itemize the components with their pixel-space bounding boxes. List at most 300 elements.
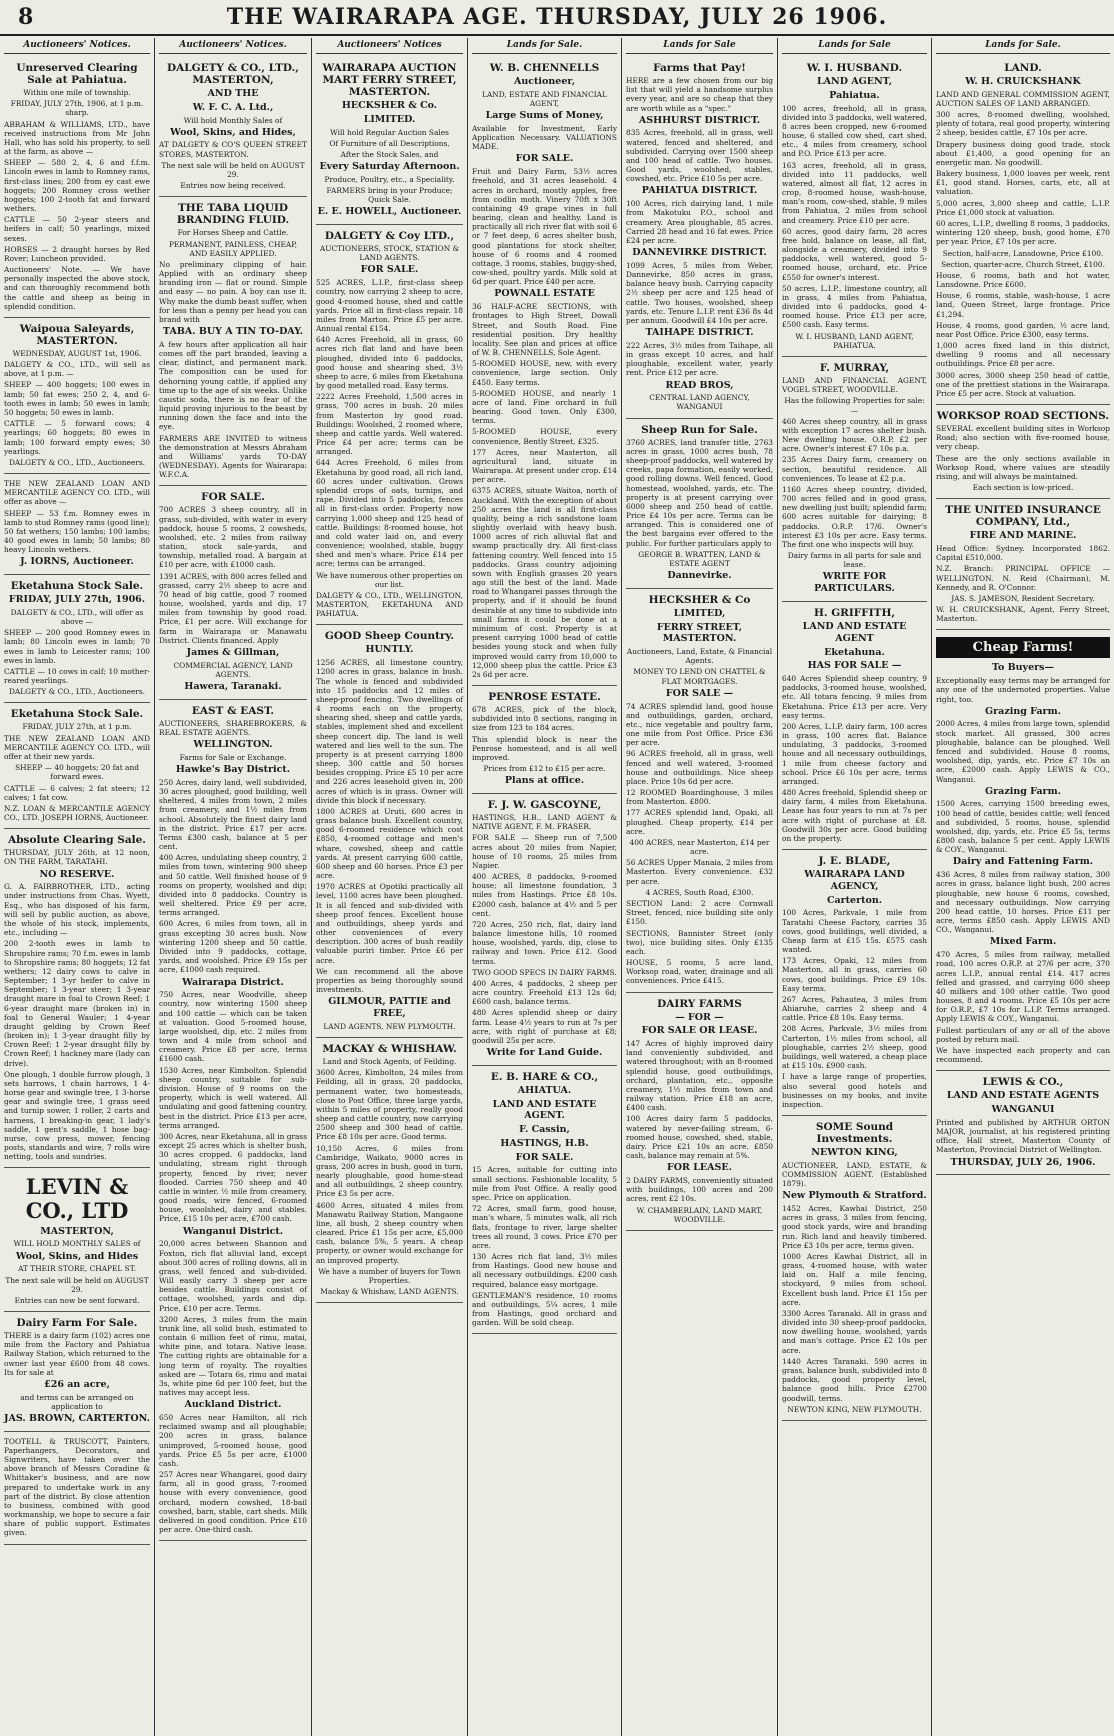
ad-text: 1800 ACRES at Uruti, 600 acres in grass balance bush. Excellent country, good 6-roomed residence which cost £850, 4-roomed cottage and men's whare, cowshed, sheep and cattle yards. At present carrying 600 cattle, 600 sheep and 60 horses. Price £3 per acre. (316, 806, 463, 881)
ad-text: LAND AND ESTATE AGENT (802, 620, 907, 644)
ad-title: W. B. CHENNELLS (489, 62, 600, 74)
ad-text: Dairy and Fattening Farm. (952, 856, 1094, 868)
ad-text: Hawera, Taranaki. (184, 681, 282, 693)
ad-text: Wool, Skins, and Hides, (170, 126, 296, 138)
ad-text: AUCTIONEERS, STOCK, STATION & LAND AGENTS. (319, 244, 460, 263)
ad-text: DALGETY & CO., LTD., will offer as above — (10, 607, 144, 627)
ad-text: NO RESERVE. (39, 868, 115, 880)
column-heading: Lands for Sale (782, 38, 927, 54)
ad-text: TOOTELL & TRUSCOTT, Painters, Paperhangers, Decorators, and Signwriters, have taken over the above branch of Messrs Coradine & Whittaker's business, and are now prepared to undertake work in any part of the district. By close attention to business, combined with good workmanship, we hope to secure a fair share of public support. Estimates given. (4, 1436, 150, 1538)
ad-text: W. F. C. A. Ltd., (192, 101, 274, 113)
ad-text: Produce, Poultry, etc., a Speciality. (324, 174, 455, 184)
ad-text: Write for Land Guide. (486, 1047, 603, 1059)
ad-text: 1,000 acres fixed land in this district, dwelling 9 rooms and all necessary outbuildings. Price £8 per acre. (936, 341, 1110, 369)
ad-text: Of Furniture of all Descriptions, (329, 138, 450, 148)
ad-text: HASTINGS, H.B., LAND AGENT & NATIVE AGENT, F. M. FRASER. (472, 813, 617, 832)
ad-text: 15 Acres, suitable for cutting into small sections. Fashionable locality, 5 mile from Post Office. A really good spec. Price on application. (472, 1165, 617, 1202)
ad-text: Exceptionally easy terms may be arranged for any one of the undernoted properties. Value right, too. (936, 676, 1110, 704)
ad-title: WORKSOP ROAD SECTIONS. (936, 410, 1110, 423)
ad-text: Drapery business doing good trade, stock about £1,400, a good opening for an energetic man. No goodwill. (936, 139, 1110, 167)
advertisement (4, 1168, 150, 1312)
advertisement (4, 1312, 150, 1432)
ad-text: SHEEP — 40 hoggets; 20 fat and forward ewes. (15, 763, 139, 782)
column-2 (155, 38, 312, 1736)
ad-text: Auctioneers, Land, Estate, & Financial Agents. (626, 647, 773, 666)
ad-text: 1970 ACRES at Opotiki practically all level, 1100 acres have been ploughed. It is all fenced and sub-divided with sheep proof fences. Excellent house and outbuildings, sheep yards and other conveniences of every description. 300 acres of bush readily valuable puriri timber. Price £6 per acre. (316, 882, 463, 965)
ad-text: 640 Acres Splendid sheep country, 9 paddocks, 3-roomed house, woolshed, etc. All totara fencing. 9 miles from Eketahuna. Price £13 per acre. Very easy terms. (782, 674, 927, 720)
ad-text: These are the only sections available in Worksop Road, where values are steadily rising, and will always be maintained. (936, 453, 1110, 481)
ad-text: 1099 Acres, 5 miles from Weber, Dannevirke, 850 acres in grass, balance heavy bush. Carrying capacity 2½ sheep per acre and 125 head of cattle. Two houses, woolshed, sheep yards, etc. Tenure L.I.P. rent £36 8s 4d per annum. Goodwill £4 10s per acre. (626, 260, 773, 325)
ad-text: 50 acres, L.I.P., limestone country, all in grass, 4 miles from Pahiatua, divided into 6 paddocks, good 4-roomed house. Price £13 per acre, £500 cash. Easy terms. (782, 283, 927, 330)
ad-text: Entries can now be sent forward. (14, 1295, 140, 1305)
ad-text: 3760 ACRES, land transfer title, 2763 acres in grass, 1000 acres bush, 78 sheep-proof paddocks, well watered by creeks, papa formation, easily worked, good rolling downs. Well fenced. Good homestead, woolshed, yards, etc. The property is at present carrying over 6000 sheep and 250 head of cattle. Price £4 10s per acre. Terms can be arranged. This is considered one of the best bargains ever offered to the public. For further particulars apply to (626, 437, 773, 548)
ad-text: Section, half-acre, Lansdowne, Price £100. (942, 248, 1104, 258)
ad-text: 4600 Acres, situated 4 miles from Manawatu Railway Station, Mangaone line, all bush, 2 sheep country when cleared. Price £1 15s per acre, £5,000 cash, balance 5%, 5 years. A cheap property, or owner would exchange for an improved property. (316, 1200, 463, 1265)
ad-text: GEORGE B. WRATTEN, LAND & ESTATE AGENT (638, 549, 761, 568)
ad-text: 835 Acres, freehold, all in grass, well watered, fenced and sheltered, and subdivided. Carrying over 1500 sheep and 100 head of cattle. Two houses. Good yards, woolshed, stables, cowshed, etc. Price £10 5s per acre. (626, 128, 773, 184)
ad-text: LAND AND FINANCIAL AGENT, VOGEL STREET, WOODVILLE. (782, 376, 927, 395)
ad-text: For Horses Sheep and Cattle. (177, 228, 289, 238)
ad-text: 2000 Acres, 4 miles from large town, splendid stock market. All grassed, 300 acres ploughable, balance can be ploughed. Well fenced and subdivided. House 8 rooms, woolshed, dip, yards, etc. Price £7 10s an acre, £2000 cash. Apply LEWIS & CO., Wanganui. (936, 719, 1110, 784)
advertisement (4, 703, 150, 829)
ad-text: Has the following Properties for sale:— (784, 396, 925, 415)
advertisement (316, 57, 463, 225)
ad-text: 650 Acres near Hamilton, all rich reclaimed swamp and all ploughable; 200 acres in grass, balance unimproved, 5-roomed house, good yards. Price £5 5s per acre, £1000 cash. (159, 1413, 307, 1468)
ad-title: Sheep Run for Sale. (641, 423, 758, 436)
ad-title: EAST & EAST. (191, 704, 275, 717)
ad-text: WRITE FOR PARTICULARS. (814, 571, 895, 595)
advertisement (4, 318, 150, 474)
advertisement (936, 57, 1110, 405)
ad-text: 222 Acres, 3½ miles from Taihape, all in grass except 10 acres, and half ploughable, excellent water, yearly rent. Price £12 per acre. (626, 340, 773, 378)
ad-text: Farms for Sale or Exchange. (179, 752, 287, 762)
ad-title: H. GRIFFITH, (813, 606, 896, 619)
ad-text: 470 Acres, 5 miles from railway, metalled road, 100 acres O.R.P. at 27/6 per acre, 370 acres L.I.P., annual rental £14. 417 acres felled and grassed, and carrying 600 sheep 40 milkers and 100 other cattle. Two good houses, 8 and 4 rooms. Price £5 10s per acre for O.R.P., £7 10s for L.I.P. Terms arranged. Apply LEWIS & COY., Wanganui. (936, 950, 1110, 1024)
advertisement (782, 850, 927, 1116)
ad-text: 72 Acres, small farm, good house, man's whare, 5 minutes walk, all rich flats, frontage to river, large shelter trees all round, 3 cows. Price £70 per acre. (472, 1204, 617, 1250)
ad-text: SHEEP — 400 hoggets; 100 ewes in lamb; 50 fat ewes; 250 2, 4, and 6-tooth ewes in lamb; 50 ewes in lamb; 50 hoggets; 50 ewes in lamb. (4, 380, 150, 417)
ad-text: 3300 Acres Taranaki. All in grass and divided into 30 sheep-proof paddocks, now dwelling house, woolshed, yards and man's cottage. Price £2 10s per acre. (782, 1308, 927, 1355)
ad-text: J. IORNS, Auctioneer. (20, 556, 134, 568)
advertisement (159, 57, 307, 197)
ad-title: SOME Sound Investments. (815, 1121, 894, 1146)
ad-text: Pahiatua. (829, 89, 880, 101)
column-heading: Auctioneers' Notices (316, 38, 463, 54)
ad-text: PERMANENT, PAINLESS, CHEAP, AND EASILY APPLIED. (168, 239, 298, 258)
ad-text: Carterton. (826, 894, 883, 906)
ad-text: 5-ROOMED HOUSE, new, with every convenience, large section. Only £450. Easy terms. (472, 359, 617, 387)
ad-text: Available for Investment, Early Application Necessary. VALUATIONS MADE. (472, 123, 617, 152)
ad-text: Land and Stock Agents, of Feilding. (322, 1057, 457, 1067)
ad-text: 173 Acres, Opaki, 12 miles from Masterton, all in grass, carries 60 cows, good buildings. Price £9 10s. Easy terms. (782, 956, 927, 993)
ad-text: Hawke's Bay District. (175, 764, 291, 776)
ad-text: Section, quarter-acre, Church Street, £100. (941, 259, 1105, 269)
ad-text: TWO GOOD SPECS IN DAIRY FARMS. (472, 967, 617, 977)
advertisement (472, 1066, 617, 1335)
ad-text: 3000 acres, 3000 sheep 250 head of cattle, one of the prettiest stations in the Wairarapa. Price £5 per acre. Stock at valuation. (936, 370, 1110, 398)
advertisement (472, 57, 617, 686)
ad-text: The next sale will be held on AUGUST 29. (161, 160, 305, 179)
ad-text: Fullest particulars of any or all of the above posted by return mail. (936, 1025, 1110, 1044)
ad-text: GILMOUR, PATTIE and FREE, (328, 996, 451, 1020)
ad-title: Eketahuna Stock Sale. (10, 708, 144, 721)
ad-text: W. H. CRUICKSHANK, Agent, Ferry Street, Masterton. (936, 605, 1110, 624)
ad-text: 100 Acres, Parkvale, 1 mile from Taratahi Cheese Factory, carries 35 cows, good buildings, well divided, a Cheap farm at £15 15s. £575 cash wanted. (782, 908, 927, 955)
ad-text: Wool, Skins, and Hides (15, 1250, 139, 1262)
ad-text: This splendid block is near the Penrose homestead, and is all well improved. (472, 734, 617, 762)
advertisement (4, 1432, 150, 1545)
ad-text: HERE are a few chosen from our big list that will yield a handsome surplus every year, and are so cheap that they are worth while as a "spec." (626, 76, 773, 113)
ad-text: New Plymouth & Stratford. (782, 1190, 927, 1202)
ad-text: PAHIATUA DISTRICT. (641, 185, 758, 197)
ad-text: W. CHAMBERLAIN, LAND MART, WOODVILLE. (636, 1205, 763, 1224)
ad-text: N.Z. LOAN & MERCANTILE AGENCY CO., LTD. JOSEPH IORNS, Auctioneer. (4, 803, 150, 823)
ad-text: One plough, 1 double furrow plough, 3 sets harrows, 1 chain harrows, 1 4-horse gear and swingle tree, 1 3-horse gear and swingle tree, 1 grass seed and turnip sower, 1 roller, 2 carts and harness, 1 breaking-in gear, 1 lady's saddle, 1 gent's saddle, 1 hose bag-nurse, cow press, mower, fencing posts, standards and wire, 7 rolls wire netting, tools and sundries. (4, 1069, 150, 1162)
ad-text: 1000 Acres Kawhai District, all in grass, 4-roomed house, with water laid on. Half a mile fencing, stockyard, 9 miles from school. Excellent bush land. Price £1 15s per acre. (782, 1251, 927, 1307)
ad-text: 208 Acres, Parkvale, 3½ miles from Carterton, 1½ miles from school, all ploughable, carries 2½ sheep, good buildings, well watered, a cheap place at £15 10s. £900 cash. (782, 1024, 927, 1071)
ad-text: We have a number of buyers for Town Properties. (318, 1266, 461, 1285)
newspaper-title: THE WAIRARAPA AGE. THURSDAY, JULY 26 1906. (226, 4, 888, 30)
ad-text: HUNTLY. (365, 644, 414, 656)
ad-text: 74 ACRES splendid land, good house and outbuildings, garden, orchard, etc., nice vegetable and poultry farm, one mile from Post Office. Price £36 per acre. (626, 701, 773, 748)
ad-text: 480 Acres splendid sheep or dairy farm. Lease 4½ years to run at 7s per acre, with right of purchase at £8; goodwill 25s per acre. (472, 1008, 617, 1045)
ad-text: F. Cassin, (519, 1124, 570, 1136)
ad-text: THE NEW ZEALAND LOAN AND MERCANTILE AGENCY CO. LTD., will offer at their new yards. (4, 733, 150, 761)
ad-text: Dannevirke. (667, 570, 732, 582)
ad-text: CATTLE — 10 cows in calf; 10 mother-reared yearlings. (4, 666, 150, 686)
ad-text: LIMITED. (363, 113, 416, 125)
ad-text: MONEY TO LEND ON CHATTEL & FLAT MORTGAGES. (633, 667, 766, 686)
ad-text: LAND, ESTATE AND FINANCIAL AGENT, (482, 89, 607, 108)
advertisement (4, 575, 150, 703)
ad-text: W. H. CRUICKSHANK (965, 76, 1081, 87)
ad-text: FOR LEASE. (667, 1162, 732, 1174)
masthead (0, 0, 1114, 36)
ad-text: FARMERS ARE INVITED to witness the demonstration at Messrs Abraham and Williams' yards TO-DAY (WEDNESDAY). Agents for Wairarapa: W.F.C.A. (159, 433, 307, 480)
ad-text: FOR SALE OR LEASE. (641, 1025, 758, 1037)
ad-text: DALGETY & CO., LTD., Auctioneers. (8, 457, 146, 467)
ad-text: FERRY STREET, MASTERTON. (656, 621, 743, 645)
ad-text: 525 ACRES, L.I.P., first-class sheep country, now carrying 2 sheep to acre, good 4-roomed house, shed and cattle yards. Price all in first-class repair. 18 miles from Marton. Price £5 per acre. Annual rental £154. (316, 278, 463, 334)
ad-title: FOR SALE. (201, 491, 265, 504)
ad-text: 750 Acres, near Woodville, sheep country, now wintering 1500 sheep and 100 cattle — which can be taken at valuation. Good 5-roomed house, large woolshed, dip, etc. 2 miles from town and 4 mile from school and creamery. Price £8 per acre, terms £1600 cash. (159, 990, 307, 1064)
ad-text: 10,150 Acres, 6 miles from Cambridge, Waikato, 9000 acres in grass, 200 acres in bush, good in turn, nearly ploughable, good home-stead and all outbuildings, 2 sheep country. Price £3 5s per acre. (316, 1143, 463, 1199)
ad-text: Head Office: Sydney. Incorporated 1862. Capital £510,000. (936, 544, 1110, 563)
ad-text: The next sale will be held on AUGUST 29. (5, 1275, 149, 1294)
ad-title: DAIRY FARMS (657, 997, 742, 1010)
ad-text: WANGANUI (991, 1104, 1055, 1116)
ad-text: NEWTON KING, NEW PLYMOUTH. (787, 1404, 922, 1414)
ad-text: FIRE AND MARINE. (969, 530, 1077, 542)
ad-text: NEWTON KING, (811, 1147, 898, 1159)
advertisement (936, 630, 1110, 1071)
ad-text: CATTLE — 6 calves; 2 fat steers; 12 calves; 1 fat cow. (4, 783, 150, 802)
ad-text: 644 Acres Freehold, 6 miles from Eketahuna by good road, all rich land, 60 acres under cultivation. Grows splendid crops of oats, turnips, and rape. Divided into 5 paddocks, fences all in first-class order. Property now carrying 1,000 sheep and 125 head of cattle. Buildings: 8-roomed house, hot and cold water laid on, and every convenience; woolshed, stable, buggy shed and men's whare. Price £14 per acre; terms can be arranged. (316, 458, 463, 569)
ad-text: W. I. HUSBAND, LAND AGENT, PAHIATUA. (795, 331, 914, 350)
ad-text: WILL HOLD MONTHLY SALES of (13, 1239, 141, 1249)
ad-text: We have inspected each property and can recommend. (936, 1045, 1110, 1065)
ad-text: POWNALL ESTATE (494, 288, 595, 300)
ad-title: DALGETY & Coy LTD., (324, 230, 455, 243)
ad-title: W. I. HUSBAND. (806, 62, 903, 74)
ad-text: 1452 Acres, Kawhai District, 250 acres in grass, 3 miles from fencing, good stock yards, wire and branding run. Rich land and heavily timbered. Price £3 10s per acre, terms given. (782, 1204, 927, 1250)
advertisement (626, 589, 773, 993)
ad-text: 12 ROOMED Boardinghouse, 3 miles from Masterton. £800. (626, 788, 773, 807)
ad-title: Unreserved Clearing Sale at Pahiatua. (16, 62, 138, 86)
ad-text: WELLINGTON. (193, 739, 273, 751)
advertisement (936, 1071, 1110, 1175)
ad-text: 100 Acres dairy farm 5 paddocks, watered by never-failing stream, 6-roomed house, cowshed, shed, stable, dairy. Price £21 10s an acre. £850 cash, balance may remain at 5%. (626, 1114, 773, 1161)
ad-text: We have numerous other properties on our list. (316, 570, 463, 589)
ad-text: E. E. HOWELL, Auctioneer. (317, 206, 462, 218)
ad-text: Large Sums of Money, (485, 110, 604, 122)
ad-text: 96 ACRES freehold, all in grass, well fenced and well watered, 3-roomed house and outbuildings. Nice sheep place. Price 10s 6d per acre. (626, 749, 773, 786)
ad-text: THE NEW ZEALAND LOAN AND MERCANTILE AGENCY CO. LTD., will offer as above — (4, 479, 150, 507)
ad-text: 257 Acres near Whangarei, good dairy farm, all in good grass, 7-roomed house with every convenience, good orchard, modern cowshed, 18-bail cowshed, barn, stable, cart sheds. Milk delivered in good condition. Price £10 per acre. One-third cash. (159, 1470, 307, 1535)
ad-text: Grazing Farm. (985, 705, 1061, 717)
advertisement (316, 625, 463, 1038)
ad-title: Farms that Pay! (653, 62, 746, 74)
ad-text: Eketahuna. (824, 646, 885, 658)
ad-text: 5,000 acres, 3,000 sheep and cattle, L.I.P. Price £1,000 stock at valuation. (936, 198, 1110, 217)
ad-text: Auctioneers' Note. — We have personally inspected the above stock, and can thoroughly recommend both the cattle and sheep as being in splendid condition. (4, 265, 150, 311)
ad-title: LAND. (1004, 62, 1042, 74)
ad-banner-heading: Cheap Farms! (936, 637, 1110, 658)
column-heading: Auctioneers' Notices. (4, 38, 150, 54)
ad-text: HORSES — 2 draught horses by Red Rover; Luncheon provided. (4, 244, 150, 263)
ad-text: 60 acres, L.I.P., dwelling 8 rooms, 3 paddocks, wintering 120 sheep, bush, good home, £70 per year. Price, £7 10s per acre. (936, 219, 1110, 247)
ad-text: AUCTIONEERS, SHAREBROKERS, & REAL ESTATE AGENTS. (159, 718, 307, 738)
advertisement (159, 197, 307, 486)
column-5 (622, 38, 778, 1736)
ad-text: LAND AGENTS, NEW PLYMOUTH. (323, 1021, 456, 1031)
ad-text: Will hold Regular Auction Sales (330, 127, 449, 137)
ad-text: House, 6 rooms, bath and hot water, Lansdowne. Price £600. (936, 270, 1110, 290)
ad-text: Entries now being received. (180, 181, 286, 191)
ad-text: DALGETY & CO., LTD., WELLINGTON, MASTERTON, EKETAHUNA AND PAHIATUA. (316, 590, 463, 619)
column-1 (0, 38, 155, 1736)
ad-text: No preliminary clipping of hair. Applied with an ordinary sheep branding iron — flat or round. Simple and easy — no pain. A boy can use it. Why make the dumb beast suffer, when for less than a penny per head you can brand with (159, 259, 307, 324)
ad-title: Dairy Farm For Sale. (16, 1317, 138, 1330)
ad-text: 36 HALF-ACRE SECTIONS, with frontages to High Street, Dowall Street, and South Road. Fine residential position. Dry healthy locality. See plan and prices at office of W. B. CHENNELLS, Sole Agent. (472, 302, 617, 358)
ad-text: 436 Acres, 8 miles from railway station, 300 acres in grass, balance light bush, 200 acres ploughable, new house 6 rooms, cowshed, and necessary outbuildings. Now carrying 200 head cattle, 10 horses. Price £11 per acre, terms £850 cash. Apply LEWIS AND CO., Wanganui. (936, 870, 1110, 935)
ad-text: AT THEIR STORE, CHAPEL ST. (18, 1264, 136, 1274)
ad-text: 2222 Acres Freehold, 1,500 acres in grass, 700 acres in bush. 20 miles from Masterton by good road. Buildings: Woolshed, 2 roomed where, sheep and cattle yards. Well watered. Price £4 per acre; terms can be arranged. (316, 392, 463, 457)
ad-text: N.Z. Branch: PRINCIPAL OFFICE — WELLINGTON. N. Reid (Chairman), M. Kennedy, and R. O'Connor. (936, 564, 1110, 592)
ad-text: FARMERS bring in your Produce; Quick Sale. (326, 185, 453, 205)
ad-title: LEVIN & CO., LTD (25, 1174, 129, 1223)
ad-text: HOUSE, 5 rooms, 5 acre land, Worksop road, water, drainage and all conveniences. Price £415. (626, 958, 773, 986)
ad-text: 2 DAIRY FARMS, conveniently situated with buildings, 100 acres and 200 acres, rent £2 10s. (626, 1176, 773, 1204)
ad-text: WAIRARAPA LAND AGENCY, (804, 869, 905, 892)
advertisement (4, 57, 150, 318)
ad-text: CATTLE — 5 forward cows; 4 yearlings; 60 hoggets; 80 ewes in lamb; 100 forward empty ewes; 30 yearlings. (4, 419, 150, 456)
ad-text: £26 an acre, (44, 1378, 110, 1390)
ad-text: READ BROS, (665, 379, 734, 391)
ad-text: 60 acres, good dairy farm, 28 acres free hold, balance on lease, all flat, alongside a creamery, divided into 9 paddocks, well watered, good 5-roomed house, orchard, etc. Price £550 for owner's interest. (782, 226, 927, 282)
ad-text: SECTIONS, Bannister Street (only two), nice building sites. Only £135 each. (626, 928, 773, 956)
ad-text: 147 Acres of highly improved dairy land conveniently subdivided, and watered throughout; with an 8-roomed splendid house, good outbuildings, orchard, plantation, etc., opposite creamery, 1½ miles from town and railway station. Price £18 an acre, £400 cash. (626, 1039, 773, 1113)
ad-title: F. MURRAY, (819, 362, 890, 374)
ad-text: 235 Acres Dairy farm, creamery on section, beautiful residence. All conveniences. To lease at £2 p.a. (782, 455, 927, 483)
ad-text: Plans at office. (504, 775, 585, 787)
ad-text: FOR SALE — (665, 687, 734, 699)
ad-title: THE UNITED INSURANCE COMPANY, Ltd., (945, 504, 1101, 529)
ad-title: Absolute Clearing Sale. (8, 834, 146, 847)
ad-text: 480 Acres freehold, Splendid sheep or dairy farm, 4 miles from Eketahuna. Lease has four years to run at 7s per acre with right of purchase at £8. Goodwill 30s per acre. Good building on the property. (782, 788, 927, 843)
ad-text: 1530 Acres, near Kimbolton. Splendid sheep country, suitable for sub-division. House of 9 rooms on the property, which is well watered. All undulating and good fattening country, best in the district. Price £13 per acre, terms arranged. (159, 1065, 307, 1130)
ad-text: FOR SALE. (515, 1151, 574, 1163)
advertisement (782, 602, 927, 850)
ad-text: SECTION Land: 2 acre Cornwall Street, fenced, nice building site only £150. (626, 899, 773, 927)
ad-text: THURSDAY, JULY 26, 1906. (950, 1156, 1096, 1168)
ad-text: MASTERTON, (40, 1225, 114, 1237)
ad-text: 100 Acres, rich dairying land, 1 mile from Makotuku P.O., school and creamery. Area ploughable, 85 acres. Carried 28 head and 16 fat ewes. Price £24 per acre. (626, 199, 773, 245)
ad-text: 400 ACRES, 8 paddocks, 9-roomed house; all limestone foundation, 3 miles from Hastings. Price £8 10s. £2000 cash, balance at 4½ and 5 per cent. (472, 872, 617, 918)
ad-text: Wanganui District. (182, 1225, 284, 1237)
ad-text: 1256 ACRES, all limestone country, 1200 acres in grass, balance in bush. The whole is fenced and subdivided into 15 paddocks and 12 miles of sheep-proof fencing. Two dwellings of 4 rooms each on the property, shearing shed, sheep and cattle yards, stables, implement shed and excellent sheep concert dip. The land is well watered and lies well to the sun. The property is at present carrying 1800 sheep, 300 cattle and 50 horses besides cropping. Price £5 10 per acre and 226 acres leasehold given in, 200 acres of which is in grass. Owner will divide this block if necessary. (316, 658, 463, 805)
ad-text: 20,000 acres between Shannon and Foxton, rich flat alluvial land, except about 300 acres of rolling downs, all in grass, well fenced and sub-divided. Will easily carry 3 sheep per acre besides cattle. Buildings consist of cottage, woolshed, yards and dip. Price, £10 per acre. Terms. (159, 1239, 307, 1313)
ad-text: Wairarapa District. (182, 976, 284, 988)
advertisement (626, 57, 773, 419)
ad-text: 640 Acres Freehold, all in grass, 60 acres rich flat land and have been ploughed, divided into 6 paddocks, good house and shearing shed, 3½ sheep to acre, 6 miles from Eketahuna by good metalled road. Easy terms. (316, 335, 463, 391)
ad-text: Auctioneer, (513, 76, 575, 87)
ad-text: 300 Acres, near Eketahuna, all in grass except 25 acres which is shelter bush, 30 acres cropped. 6 paddocks, land undulating, stream right through property, fenced by river, never flooded. Carries 750 sheep and 40 cattle in winter. ½ mile from creamery, good roads, wire fenced, 6-roomed house, woolshed, dairy and stables. Price, £15 10s per acre, £700 cash. (159, 1131, 307, 1224)
ad-text: DANNEVIRKE DISTRICT. (632, 247, 767, 259)
ad-text: JAS. S. JAMESON, Resident Secretary. (951, 593, 1095, 603)
ad-text: 56 ACRES Upper Manaia, 2 miles from Masterton. Every convenience. £32 per acre. (626, 858, 773, 886)
ad-title: GOOD Sheep Country. (324, 630, 455, 643)
ad-text: HECKSHER & Co. (341, 100, 438, 111)
advertisement (316, 1038, 463, 1303)
ad-text: House, 4 rooms, good garden, ½ acre land, near Post Office. Price £300, easy terms. (936, 320, 1110, 339)
column-heading: Lands for Sale (626, 38, 773, 54)
ad-text: AUCTIONEER, LAND, ESTATE, & COMMISSION AGENT. (Established 1879). (782, 1160, 927, 1189)
ad-text: 1160 Acres sheep country, divided, 700 acres felled and in good grass, new dwelling just built; splendid farm; 600 acres suitable for dairying; 8 paddocks. O.R.P. 17/6. Owner's interest £3 10s per acre. Easy terms. The first one who inspects will buy. (782, 484, 927, 549)
ad-text: GENTLEMAN'S residence, 10 rooms and outbuildings, 5¼ acres, 1 mile from Hastings, good orchard and garden. Will be sold cheap. (472, 1290, 617, 1328)
ad-text: LIMITED, (673, 607, 726, 619)
ad-text: 400 Acres, undulating sheep country, 2 miles from town, wintering 900 sheep and 50 cattle. Well finished house of 9 rooms on property, woolshed and dip; divided into 8 paddocks. Country is well sheltered. Price £9 per acre, terms arranged. (159, 853, 307, 918)
ad-text: AHIATUA. (517, 1084, 572, 1096)
ad-text: AND THE (207, 88, 259, 99)
ad-text: LAND AND ESTATE AGENT. (492, 1098, 597, 1122)
advertisement (782, 1116, 927, 1421)
ad-text: 720 Acres, 250 rich, flat, dairy land balance limestone hills, 10 roomed house, woolshed, yards, dip, close to railway and town. Price £12. Good terms. (472, 919, 617, 966)
ad-text: COMMERCIAL AGENCY, LAND AGENTS. (173, 660, 293, 679)
ad-text: Dairy farms in all parts for sale and lease. (787, 551, 922, 570)
ad-text: Mixed Farm. (989, 936, 1057, 948)
ad-text: FRIDAY, JULY 27th, 1906, at 1 p.m. sharp. (10, 99, 144, 118)
ad-text: Fruit and Dairy Farm, 53½ acres freehold, and 31 acres leasehold. 4 acres in orchard, mostly apples, free from codlin moth. Vinery 70ft x 30ft containing 49 grape vines in full bearing, clean and healthy. Land is practically all rich river flat with soil 6 or 7 feet deep, 6 acres shelter bush, good plantations for stock shelter, house of 6 rooms and 4 roomed cottage, 3 rooms, stables, buggy-shed, cow-shed, poultry yards. Milk sold at 6d per quart. Price £40 per acre. (472, 167, 617, 287)
advertisement (316, 225, 463, 625)
ad-text: AT DALGETY & CO'S QUEEN STREET STORES, MASTERTON. (159, 140, 307, 159)
advertisement (782, 57, 927, 357)
ad-text: TABA. BUY A TIN TO-DAY. (162, 326, 304, 338)
ad-text: 177 ACRES splendid land, Opaki, all ploughed. Cheap property, £14 per acre. (626, 808, 773, 836)
ad-text: Prices from £12 to £15 per acre. (483, 764, 606, 774)
ad-text: 5-ROOMED HOUSE, every convenience, Bently Street, £325. (472, 427, 617, 446)
ad-text: FRIDAY, JULY 27th, at 1 p.m. (22, 722, 132, 732)
advertisement (159, 486, 307, 699)
ad-text: 460 Acres sheep country, all in grass with exception 17 acres shelter bush. New dwelling house. O.R.P. £2 per acre. Owner's interest £7 10s p.a. (782, 416, 927, 454)
ad-text: CENTRAL LAND AGENCY, WANGANUI (649, 393, 750, 412)
ad-text: SHEEP — 200 good Romney ewes in lamb; 80 Lincoln ewes in lamb; 70 ewes in lamb to Leicester rams; 100 ewes in lamb. (4, 628, 150, 665)
ad-text: 177 Acres, near Masterton, all agricultural land, situate in Wairarapa. At present under crop. £14 per acre. (472, 447, 618, 485)
ad-text: LAND AND GENERAL COMMISSION AGENT, AUCTION SALES OF LAND ARRANGED. (936, 89, 1110, 108)
ad-text: JAS. BROWN, CARTERTON. (4, 1413, 150, 1424)
ad-title: J. E. BLADE, (818, 855, 891, 868)
ad-text: James & Gillman, (186, 646, 280, 658)
ad-text: CATTLE — 50 2-year steers and heifers in calf; 50 yearlings, mixed sexes. (4, 215, 150, 243)
ad-title: LEWIS & CO., (982, 1076, 1064, 1089)
ad-title: E. B. HARE & CO., (490, 1070, 599, 1083)
ad-title: THE TABA LIQUID BRANDING FLUID. (176, 202, 290, 227)
columns-container (0, 38, 1114, 1736)
ad-text: Every Saturday Afternoon. (319, 161, 460, 173)
advertisement (472, 794, 617, 1066)
ad-text: THURSDAY, JULY 26th, at 12 noon, ON THE FARM, TARATAHI. (4, 848, 150, 867)
ad-text: 100 acres, freehold, all in grass, divided into 3 paddocks, well watered, 8 acres been cropped, new 6-roomed house, 6 stalled cow shed, cart shed, etc., 4 miles from creamery, school and P.O. Price £13 per acre. (782, 103, 927, 159)
ad-text: FOR SALE. (360, 264, 419, 276)
ad-text: 250 Acres, dairy land, well subdivided, 30 acres ploughed, good building, well sheltered, 4 miles from town, 2 miles from creamery, and 1½ miles from school. Absolutely the finest dairy land in the district. Price £17 per acre. Terms £300 cash, balance at 5 per cent. (159, 777, 307, 852)
advertisement (936, 405, 1110, 499)
advertisement (626, 419, 773, 589)
ad-text: Mackay & Whishaw, LAND AGENTS. (320, 1287, 459, 1297)
ad-text: 267 Acres, Pahautea, 3 miles from Ahiaruhe, carries 2 sheep and 4 cattle. Price £8 10s. Easy terms. (782, 994, 927, 1023)
ad-text: LAND AGENT, (816, 76, 893, 87)
ad-text: and terms can be arranged on application to (20, 1392, 134, 1411)
ad-text: FOR SALE — Sheep run of 7,500 acres about 20 miles from Napier, house of 10 rooms, 25 miles from Napier. (472, 833, 617, 870)
advertisement (782, 357, 927, 602)
advertisement (4, 474, 150, 575)
ad-text: THERE is a dairy farm (102) acres one mile from the Factory and Pahiatua Railway Station, which returned to the owner last year £600 from 48 cows. Its for sale at (4, 1331, 150, 1377)
advertisement (936, 499, 1110, 630)
ad-title: Waipoua Saleyards, MASTERTON. (19, 322, 135, 347)
ad-text: Each section is low-priced. (972, 483, 1074, 493)
ad-text: DALGETY & CO., LTD., will sell as above, at 1 p.m. — (4, 360, 150, 379)
ad-text: 600 Acres, 6 miles from town, all in grass excepting 30 acres bush. Now wintering 1200 sheep and 50 cattle. Divided into 9 paddocks, cottage, yards, and woolshed. Price £9 15s per acre, £1000 cash required. (159, 919, 307, 975)
ad-text: Within one mile of township. (23, 88, 131, 97)
ad-text: House, 6 rooms, stable, wash-house, 1 acre land, Queen Street, large frontage. Price £1,294. (936, 291, 1110, 319)
column-heading: Auctioneers' Notices. (159, 38, 307, 54)
ad-text: 200 Acres, L.I.P. dairy farm, 100 acres in grass, 100 acres flat. Balance undulating, 3 paddocks, 3-roomed house and all necessary outbuildings, 1 mile from cheese factory and school. Price £6 10s per acre, terms arranged. (782, 721, 927, 786)
advertisement (159, 700, 307, 1541)
column-heading: Lands for Sale. (936, 38, 1110, 54)
ad-text: 300 acres, 8-roomed dwelling, woolshed, plenty of totara, real good property, wintering 2 sheep, besides cattle, £7 10s per acre. (936, 110, 1110, 138)
ad-title: Eketahuna Stock Sale. (10, 580, 144, 593)
ad-text: FRIDAY, JULY 27th, 1906. (8, 594, 146, 606)
advertisement (4, 829, 150, 1168)
column-6 (778, 38, 932, 1736)
ad-text: 200 2-tooth ewes in lamb to Shropshire rams; 70 f.m. ewes in lamb to Shropshire rams; 80 hoggets; 12 fat wethers; 12 dairy cows to calve in September; 1 3-yr heifer to calve in September; 1 3-year steer; 1 3-year draught mare in foal to Crown Reef; 1 6-year draught mare (broken in) in foal to General Wauler; 1 4-year draught gelding by Crown Reef (broken in); 1 3-year draught filly by Crown Reef; 1 2-year draught filly by Crown Reef; 1 hackney mare (lady can drive). (4, 939, 150, 1068)
ad-text: 3200 Acres, 3 miles from the main trunk line, all solid bush, estimated to contain 6 million feet of rimu, matai, white pine, and totara. Native lease. The cutting rights are obtainable for a long term of royalty. The royalties asked are — Totara 6s, rimu and matai 3s, white pine 6d per 100 feet, but the natives may accept less. (159, 1314, 307, 1398)
ad-text: 1440 Acres Taranaki. 590 acres in grass, balance bush, subdivided into 8 paddocks, good property level, balance good hills. Price £2700 goodwill, terms. (782, 1356, 927, 1403)
ad-text: To Buyers— (992, 662, 1054, 674)
ad-text: SHEEP — 53 f.m. Romney ewes in lamb to stud Romney rams (good line); 50 fat wethers; 150 lambs; 100 lambs; 40 good ewes in lamb; 50 lambs; 80 heavy Lincoln wethers. (4, 508, 150, 555)
advertisement (472, 686, 617, 794)
column-3 (312, 38, 468, 1736)
ad-text: ABRAHAM & WILLIAMS, LTD., have received instructions from Mr John Hall, who has sold his property, to sell at the farm, as above — (4, 119, 150, 157)
ad-title: MACKAY & WHISHAW. (322, 1043, 457, 1056)
ad-text: 6375 ACRES, situate Waitoa, north of Auckland. With the exception of about 250 acres the land is all first-class quality, being a rich sandstone loam slightly overlaid with heavy bush. 1000 acres of rich alluvial flat and swamp practically dry. All first-class fattening country. Well fenced into 15 paddocks. Grass country adjoining sown with English grasses 20 years ago still the best of the land. Made road to Whangarei passes through the property, and if it should be found desirable at any time to subdivide into small farms it could be done at a minimum of cost. Property is at present carrying 1000 head of cattle besides young stock and when fully improved would carry from 10,000 to 12,000 sheep plus the cattle. Price £3 2s 6d per acre. (472, 486, 617, 679)
ad-text: 400 Acres, 4 paddocks, 2 sheep per acre country. Freehold £13 12s 6d; £600 cash, balance terms. (472, 978, 617, 1007)
ad-text: WEDNESDAY, AUGUST 1st, 1906. (12, 348, 142, 358)
ad-text: Grazing Farm. (985, 785, 1061, 797)
ad-text: We can recommend all the above properties as being thoroughly sound investments. (316, 966, 463, 995)
ad-text: 400 ACRES, near Masterton, £14 per acre. (629, 837, 770, 857)
ad-text: A few hours after application all hair comes off the part branded, leaving a clear, distinct, and permanent mark. The composition can be used for dehorning young cattle, if applied any time up to the age of six weeks. Unlike caustic soda, there is no fear of the liquid proving injurious to the beast by running down the face and into the eye. (159, 339, 307, 432)
ad-text: 700 ACRES 3 sheep country, all in grass, sub-divided, with water in every paddock, house 5 rooms, 2 cowsheds, woolshed, etc. 2 miles from railway station, stock sale-yards, and township, metalled road. A bargain at £10 per acre, with £1000 cash. (159, 505, 307, 570)
